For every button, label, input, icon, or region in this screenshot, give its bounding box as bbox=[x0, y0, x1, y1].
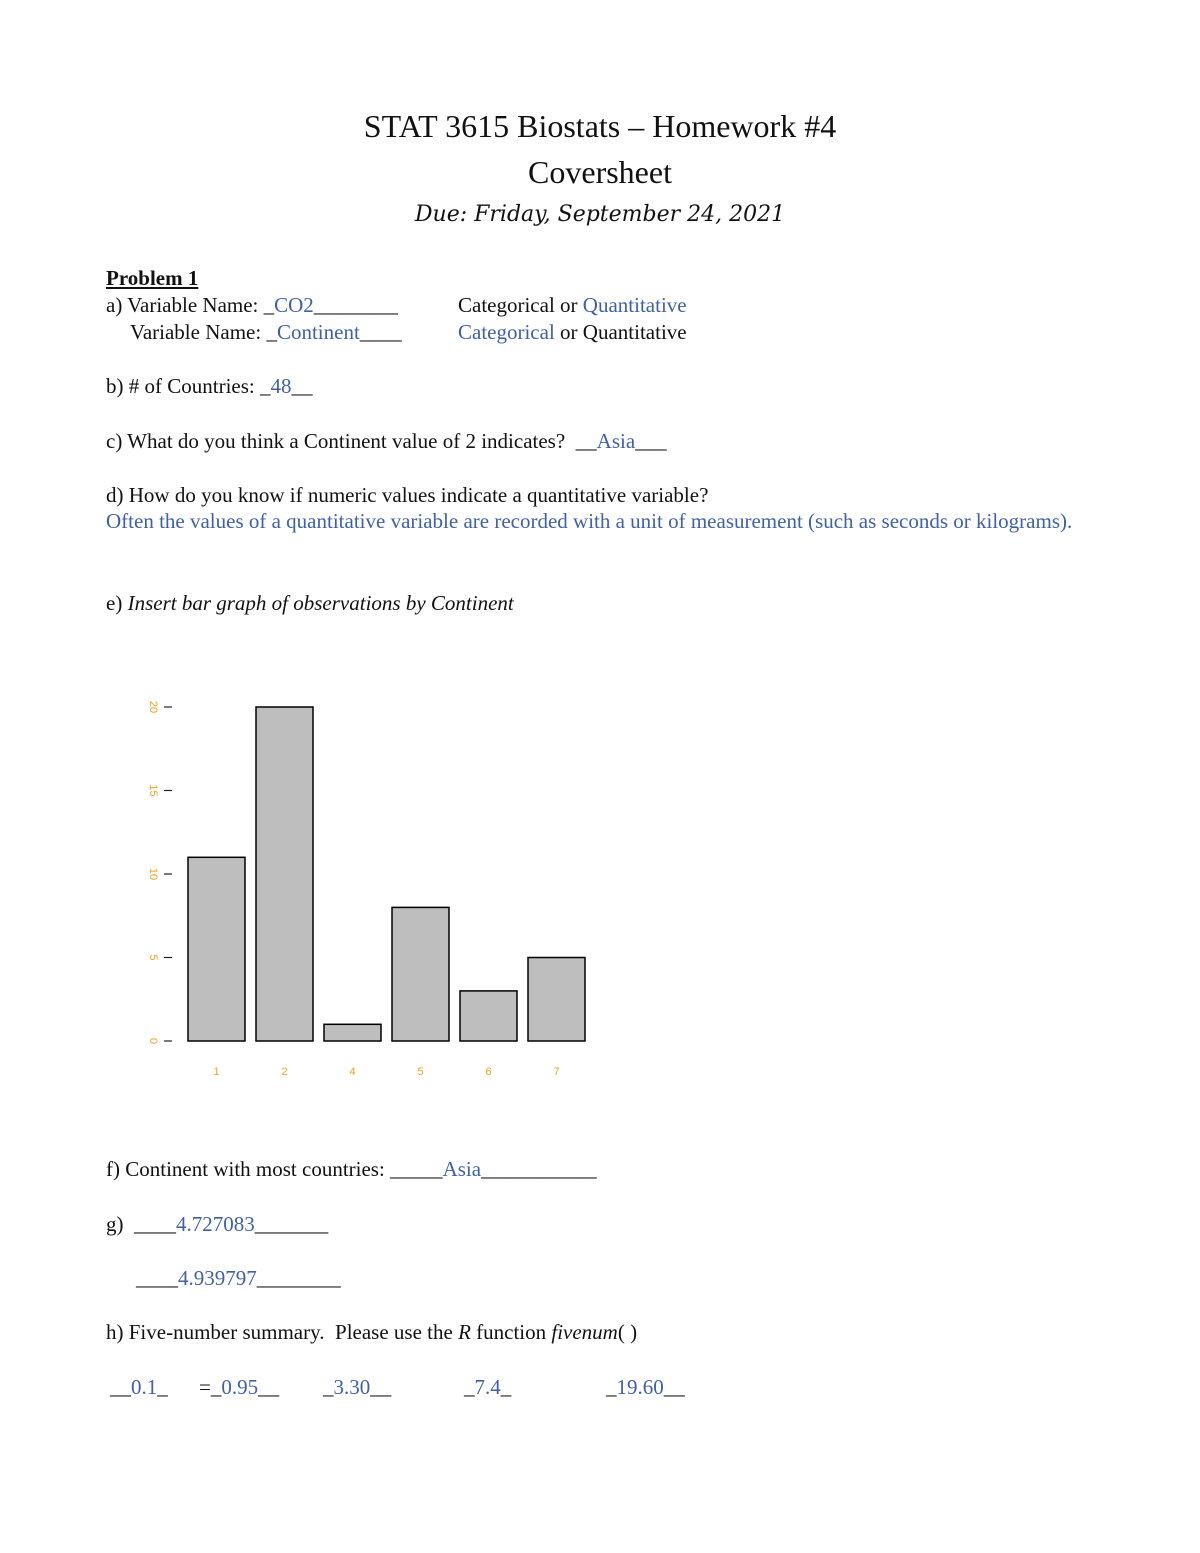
bar-6 bbox=[460, 991, 517, 1041]
fivenum-min bbox=[110, 1374, 168, 1400]
a2-categorical: Categorical bbox=[458, 320, 555, 344]
doc-title: STAT 3615 Biostats – Homework #4 bbox=[363, 108, 837, 144]
answer-d: Often the values of a quantitative variable are recorded with a unit of measurement (such as seconds or kilograms). bbox=[106, 509, 1073, 533]
g2-prefix: ____ bbox=[136, 1266, 178, 1290]
b-prefix: b) # of Countries: _ bbox=[106, 374, 271, 398]
c-suffix: ___ bbox=[635, 429, 667, 453]
f-prefix: f) Continent with most countries: _____ bbox=[106, 1157, 443, 1181]
h-fn: fivenum bbox=[551, 1320, 618, 1344]
a1-categorical: Categorical bbox=[458, 293, 555, 317]
g2-suffix: ________ bbox=[256, 1266, 341, 1290]
y-tick-label: 5 bbox=[147, 954, 159, 961]
answer-a2 bbox=[130, 319, 402, 345]
b-suffix: __ bbox=[291, 374, 313, 398]
x-tick-label: 2 bbox=[281, 1066, 288, 1078]
a2-type bbox=[458, 319, 687, 345]
bar-7 bbox=[528, 958, 585, 1042]
bar-5 bbox=[392, 907, 449, 1041]
fivenum-q1-prefix: =_ bbox=[199, 1375, 222, 1399]
fivenum-max-suffix: __ bbox=[663, 1375, 685, 1399]
fivenum-q1 bbox=[199, 1374, 279, 1400]
f-value: Asia bbox=[442, 1157, 482, 1181]
e-text: Insert bar graph of observations by Continent bbox=[127, 591, 514, 615]
answer-g1 bbox=[106, 1211, 328, 1237]
answer-c bbox=[106, 428, 667, 454]
answer-b bbox=[106, 373, 312, 399]
h-mid: function bbox=[470, 1320, 552, 1344]
x-tick-label: 7 bbox=[553, 1066, 560, 1078]
g1-prefix: g) ____ bbox=[106, 1212, 176, 1236]
fivenum-q3-suffix: _ bbox=[500, 1375, 512, 1399]
a2-quantitative: Quantitative bbox=[582, 320, 687, 344]
h-suffix: ( ) bbox=[617, 1320, 638, 1344]
fivenum-q1-suffix: __ bbox=[258, 1375, 280, 1399]
a1-value: CO2 bbox=[274, 293, 314, 317]
fivenum-q3-value: 7.4 bbox=[474, 1375, 501, 1399]
x-tick-label: 1 bbox=[213, 1066, 220, 1078]
question-e bbox=[106, 590, 514, 616]
g1-suffix: _______ bbox=[254, 1212, 329, 1236]
bar-1 bbox=[188, 857, 245, 1041]
x-tick-label: 4 bbox=[349, 1066, 356, 1078]
bar-2 bbox=[256, 707, 313, 1041]
y-tick-label: 15 bbox=[147, 784, 159, 797]
a2-suffix: ____ bbox=[359, 320, 402, 344]
c-prefix: c) What do you think a Continent value of 2 indicates? __ bbox=[106, 429, 597, 453]
a1-quantitative: Quantitative bbox=[582, 293, 687, 317]
bar-4 bbox=[324, 1024, 381, 1041]
a1-type bbox=[458, 292, 687, 318]
a1-prefix: a) Variable Name: _ bbox=[106, 293, 275, 317]
fivenum-median-suffix: __ bbox=[370, 1375, 392, 1399]
fivenum-min-suffix: _ bbox=[157, 1375, 168, 1399]
y-tick-label: 10 bbox=[147, 867, 159, 881]
problem-heading: Problem 1 bbox=[106, 266, 199, 290]
a2-or: or bbox=[554, 320, 583, 344]
fivenum-min-prefix: __ bbox=[110, 1375, 131, 1399]
g1-value: 4.727083 bbox=[176, 1212, 255, 1236]
question-d: d) How do you know if numeric values indicate a quantitative variable? bbox=[106, 483, 709, 507]
a1-or: or bbox=[554, 293, 583, 317]
b-value: 48 bbox=[270, 374, 292, 398]
answer-a1 bbox=[106, 292, 398, 318]
bar-chart bbox=[120, 680, 600, 1090]
f-suffix: ___________ bbox=[481, 1157, 597, 1181]
fivenum-q3 bbox=[464, 1374, 511, 1400]
answer-g2 bbox=[136, 1265, 341, 1291]
fivenum-max-value: 19.60 bbox=[616, 1375, 664, 1399]
x-tick-label: 5 bbox=[417, 1066, 424, 1078]
e-prefix: e) bbox=[106, 591, 128, 615]
y-tick-label: 0 bbox=[147, 1037, 159, 1045]
g2-value: 4.939797 bbox=[178, 1266, 257, 1290]
fivenum-max-prefix: _ bbox=[606, 1375, 617, 1399]
fivenum-q1-value: 0.95 bbox=[221, 1375, 259, 1399]
h-prefix: h) Five-number summary. Please use the bbox=[106, 1320, 459, 1344]
c-value: Asia bbox=[596, 429, 636, 453]
due-date: Due: Friday, September 24, 2021 bbox=[414, 202, 786, 227]
a2-value: Continent bbox=[276, 320, 360, 344]
fivenum-min-value: 0.1 bbox=[131, 1375, 158, 1399]
fivenum-median bbox=[323, 1374, 391, 1400]
a1-suffix: ________ bbox=[313, 293, 398, 317]
fivenum-max bbox=[606, 1374, 685, 1400]
fivenum-q3-prefix: _ bbox=[464, 1375, 475, 1399]
answer-f bbox=[106, 1156, 597, 1182]
x-tick-label: 6 bbox=[485, 1066, 492, 1078]
y-tick-label: 20 bbox=[147, 700, 159, 714]
doc-subtitle: Coversheet bbox=[528, 154, 672, 190]
a2-prefix: Variable Name: _ bbox=[130, 320, 277, 344]
question-h bbox=[106, 1319, 637, 1345]
fivenum-median-value: 3.30 bbox=[333, 1375, 371, 1399]
h-r: R bbox=[458, 1320, 471, 1344]
fivenum-median-prefix: _ bbox=[323, 1375, 334, 1399]
